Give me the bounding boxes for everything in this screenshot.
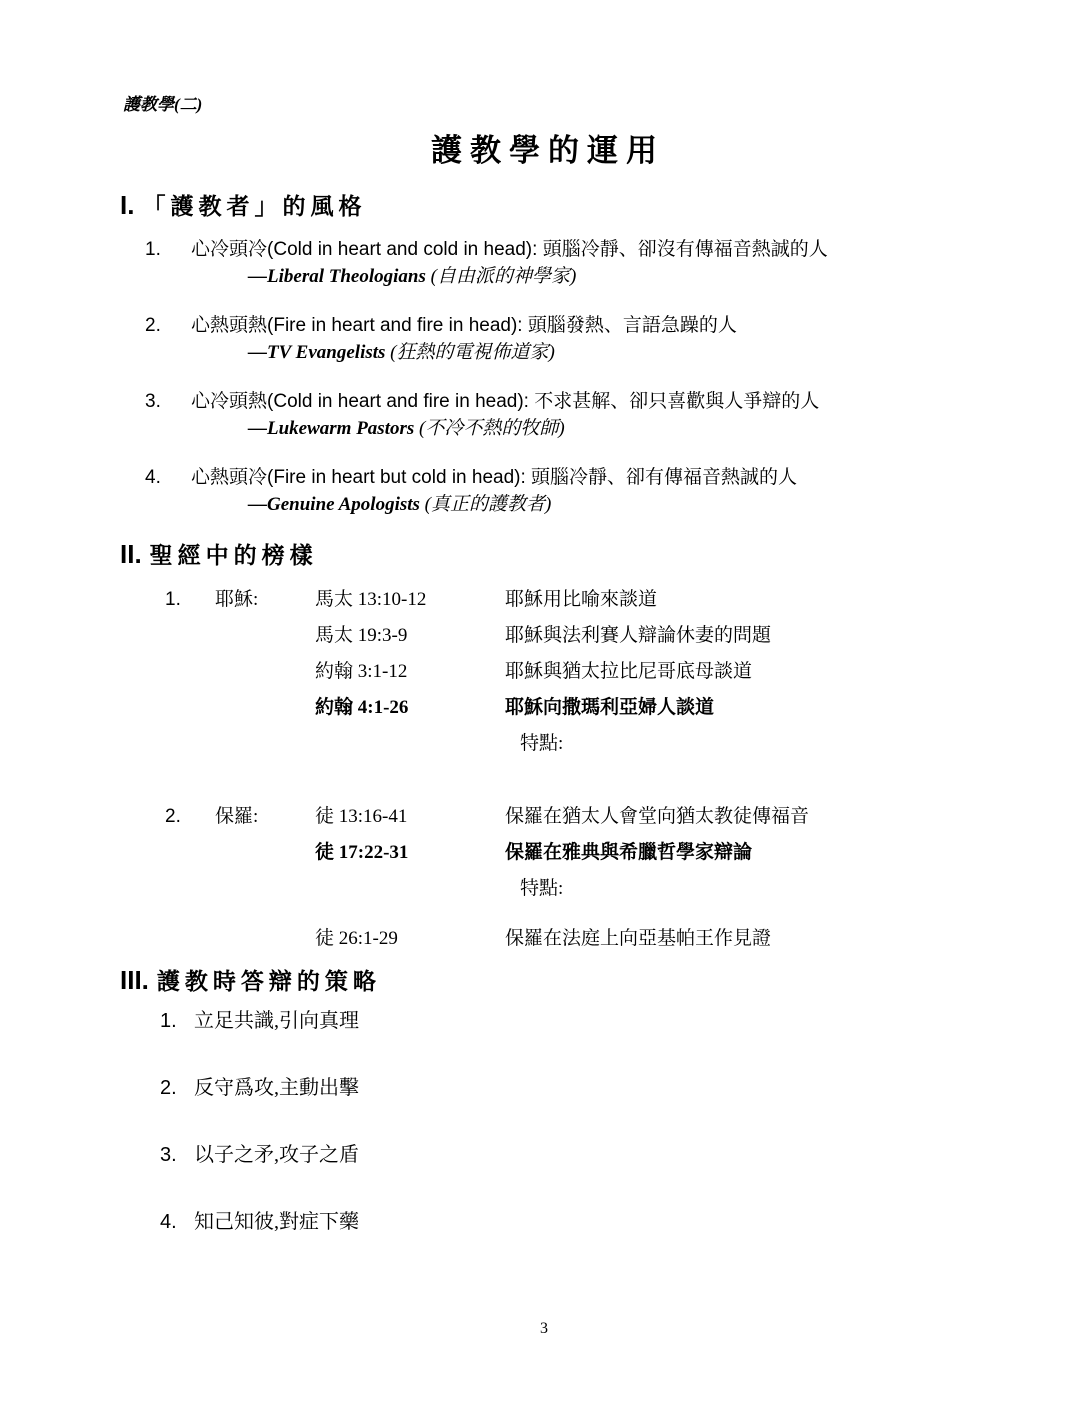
item-number: 3. xyxy=(160,1144,177,1166)
item-text xyxy=(191,388,819,415)
section-2-heading xyxy=(120,537,1020,573)
item-number: 2. xyxy=(145,315,161,336)
scripture-groups xyxy=(120,585,1020,954)
group-person xyxy=(215,838,315,868)
list-item-style-2 xyxy=(145,312,1020,366)
item-text xyxy=(191,312,737,339)
scripture-ref: 約翰 4:1-26 xyxy=(315,697,409,718)
strategy-item-4 xyxy=(160,1208,1020,1236)
scripture-row xyxy=(120,802,1020,832)
list-item-line xyxy=(145,312,1020,339)
scripture-row xyxy=(120,585,1020,615)
item-number: 3. xyxy=(145,391,161,412)
scripture-group-jesus xyxy=(120,585,1020,759)
section-apologist-styles xyxy=(120,188,1020,540)
scripture-group-paul xyxy=(120,802,1020,954)
document-title: 護教學的運用 xyxy=(431,133,665,168)
item-text-cn2: 不求甚解、卻只喜歡與人爭辯的人 xyxy=(534,391,820,412)
feature-label: 特點: xyxy=(520,733,564,754)
item-note-cn: (不冷不熱的牧師) xyxy=(414,418,565,439)
item-note-cn: (真正的護教者) xyxy=(419,494,552,515)
section-3-heading xyxy=(120,963,1020,999)
item-text-cn: 心熱頭冷 xyxy=(191,467,268,488)
item-number: 2. xyxy=(160,1077,177,1099)
item-label-en: —Lukewarm Pastors xyxy=(248,418,415,439)
section-1-numeral: I. xyxy=(120,190,135,220)
item-number: 1. xyxy=(160,1010,177,1032)
item-text xyxy=(191,236,828,263)
item-text-en: (Fire in heart and fire in head): xyxy=(267,315,528,336)
item-text: 反守爲攻,主動出擊 xyxy=(194,1077,359,1099)
item-text-cn: 心冷頭冷 xyxy=(191,239,268,260)
section-biblical-examples xyxy=(120,537,1020,960)
item-label-en: —Liberal Theologians xyxy=(248,266,426,287)
item-text-cn2: 頭腦冷靜、卻沒有傳福音熱誠的人 xyxy=(542,239,828,260)
page-number: 3 xyxy=(540,1320,548,1337)
section-1-item-list xyxy=(120,236,1020,518)
group-person xyxy=(215,621,315,651)
scripture-desc: 耶穌向撒瑪利亞婦人談道 xyxy=(505,697,715,718)
item-number: 1. xyxy=(145,239,161,260)
document-header-note: 護教學(二) xyxy=(123,95,203,114)
item-label-en: —Genuine Apologists xyxy=(248,494,420,515)
item-subline xyxy=(145,263,1020,290)
group-number xyxy=(165,693,215,723)
group-number xyxy=(165,838,215,868)
group-person xyxy=(215,693,315,723)
group-number xyxy=(165,621,215,651)
strategy-item-3 xyxy=(160,1141,1020,1169)
section-3-item-list xyxy=(120,1007,1020,1236)
scripture-row xyxy=(120,621,1020,651)
list-item-line xyxy=(145,464,1020,491)
scripture-desc: 耶穌與猶太拉比尼哥底母談道 xyxy=(505,661,753,682)
group-person xyxy=(215,924,315,954)
strategy-item-1 xyxy=(160,1007,1020,1035)
scripture-row-emphasized xyxy=(120,693,1020,723)
item-text: 立足共識,引向真理 xyxy=(194,1010,359,1032)
item-text-cn2: 頭腦發熱、言語急躁的人 xyxy=(527,315,737,336)
item-text: 知己知彼,對症下藥 xyxy=(194,1211,359,1233)
scripture-desc: 保羅在法庭上向亞基帕王作見證 xyxy=(505,928,772,949)
group-number: 1. xyxy=(165,589,181,610)
item-text-en: (Fire in heart but cold in head): xyxy=(267,467,532,488)
scripture-ref: 馬太 19:3-9 xyxy=(315,625,408,646)
section-1-heading xyxy=(120,188,1020,224)
strategy-item-2 xyxy=(160,1074,1020,1102)
item-subline xyxy=(145,415,1020,442)
scripture-desc: 耶穌與法利賽人辯論休妻的問題 xyxy=(505,625,772,646)
section-1-heading-text: 「護教者」的風格 xyxy=(142,194,367,219)
group-number xyxy=(165,924,215,954)
group-person xyxy=(215,657,315,687)
item-text-cn: 心熱頭熱 xyxy=(191,315,268,336)
group-number xyxy=(165,657,215,687)
item-text xyxy=(191,464,797,491)
scripture-ref: 馬太 13:10-12 xyxy=(315,589,427,610)
item-subline xyxy=(145,491,1020,518)
item-note-cn: (自由派的神學家) xyxy=(425,266,577,287)
section-3-numeral: III. xyxy=(120,965,149,995)
list-item-line xyxy=(145,388,1020,415)
scripture-desc: 保羅在雅典與希臘哲學家辯論 xyxy=(505,842,753,863)
scripture-ref: 徒 26:1-29 xyxy=(315,928,398,949)
item-label-en: —TV Evangelists xyxy=(248,342,386,363)
scripture-ref: 約翰 3:1-12 xyxy=(315,661,408,682)
item-text-en: (Cold in heart and fire in head): xyxy=(267,391,535,412)
item-text-cn2: 頭腦冷靜、卻有傳福音熱誠的人 xyxy=(531,467,798,488)
scripture-row-emphasized xyxy=(120,838,1020,868)
item-text-cn: 心冷頭熱 xyxy=(191,391,268,412)
list-item-style-4 xyxy=(145,464,1020,518)
list-item-style-1 xyxy=(145,236,1020,290)
scripture-row xyxy=(120,657,1020,687)
scripture-ref: 徒 17:22-31 xyxy=(315,842,409,863)
feature-label: 特點: xyxy=(520,878,564,899)
item-number: 4. xyxy=(160,1211,177,1233)
scripture-desc: 耶穌用比喻來談道 xyxy=(505,589,658,610)
group-number: 2. xyxy=(165,806,181,827)
section-debate-strategies xyxy=(120,963,1020,1275)
item-note-cn: (狂熱的電視佈道家) xyxy=(385,342,555,363)
section-3-heading-text: 護教時答辯的策略 xyxy=(156,969,381,994)
section-2-numeral: II. xyxy=(120,539,142,569)
item-number: 4. xyxy=(145,467,161,488)
group-person: 保羅: xyxy=(215,806,259,827)
section-2-heading-text: 聖經中的榜樣 xyxy=(149,543,318,568)
item-text-en: (Cold in heart and cold in head): xyxy=(267,239,543,260)
list-item-style-3 xyxy=(145,388,1020,442)
list-item-line xyxy=(145,236,1020,263)
item-text: 以子之矛,攻子之盾 xyxy=(194,1144,359,1166)
item-subline xyxy=(145,339,1020,366)
scripture-desc: 保羅在猶太人會堂向猶太教徒傳福音 xyxy=(505,806,810,827)
scripture-row xyxy=(120,924,1020,954)
scripture-ref: 徒 13:16-41 xyxy=(315,806,408,827)
group-person: 耶穌: xyxy=(215,589,259,610)
